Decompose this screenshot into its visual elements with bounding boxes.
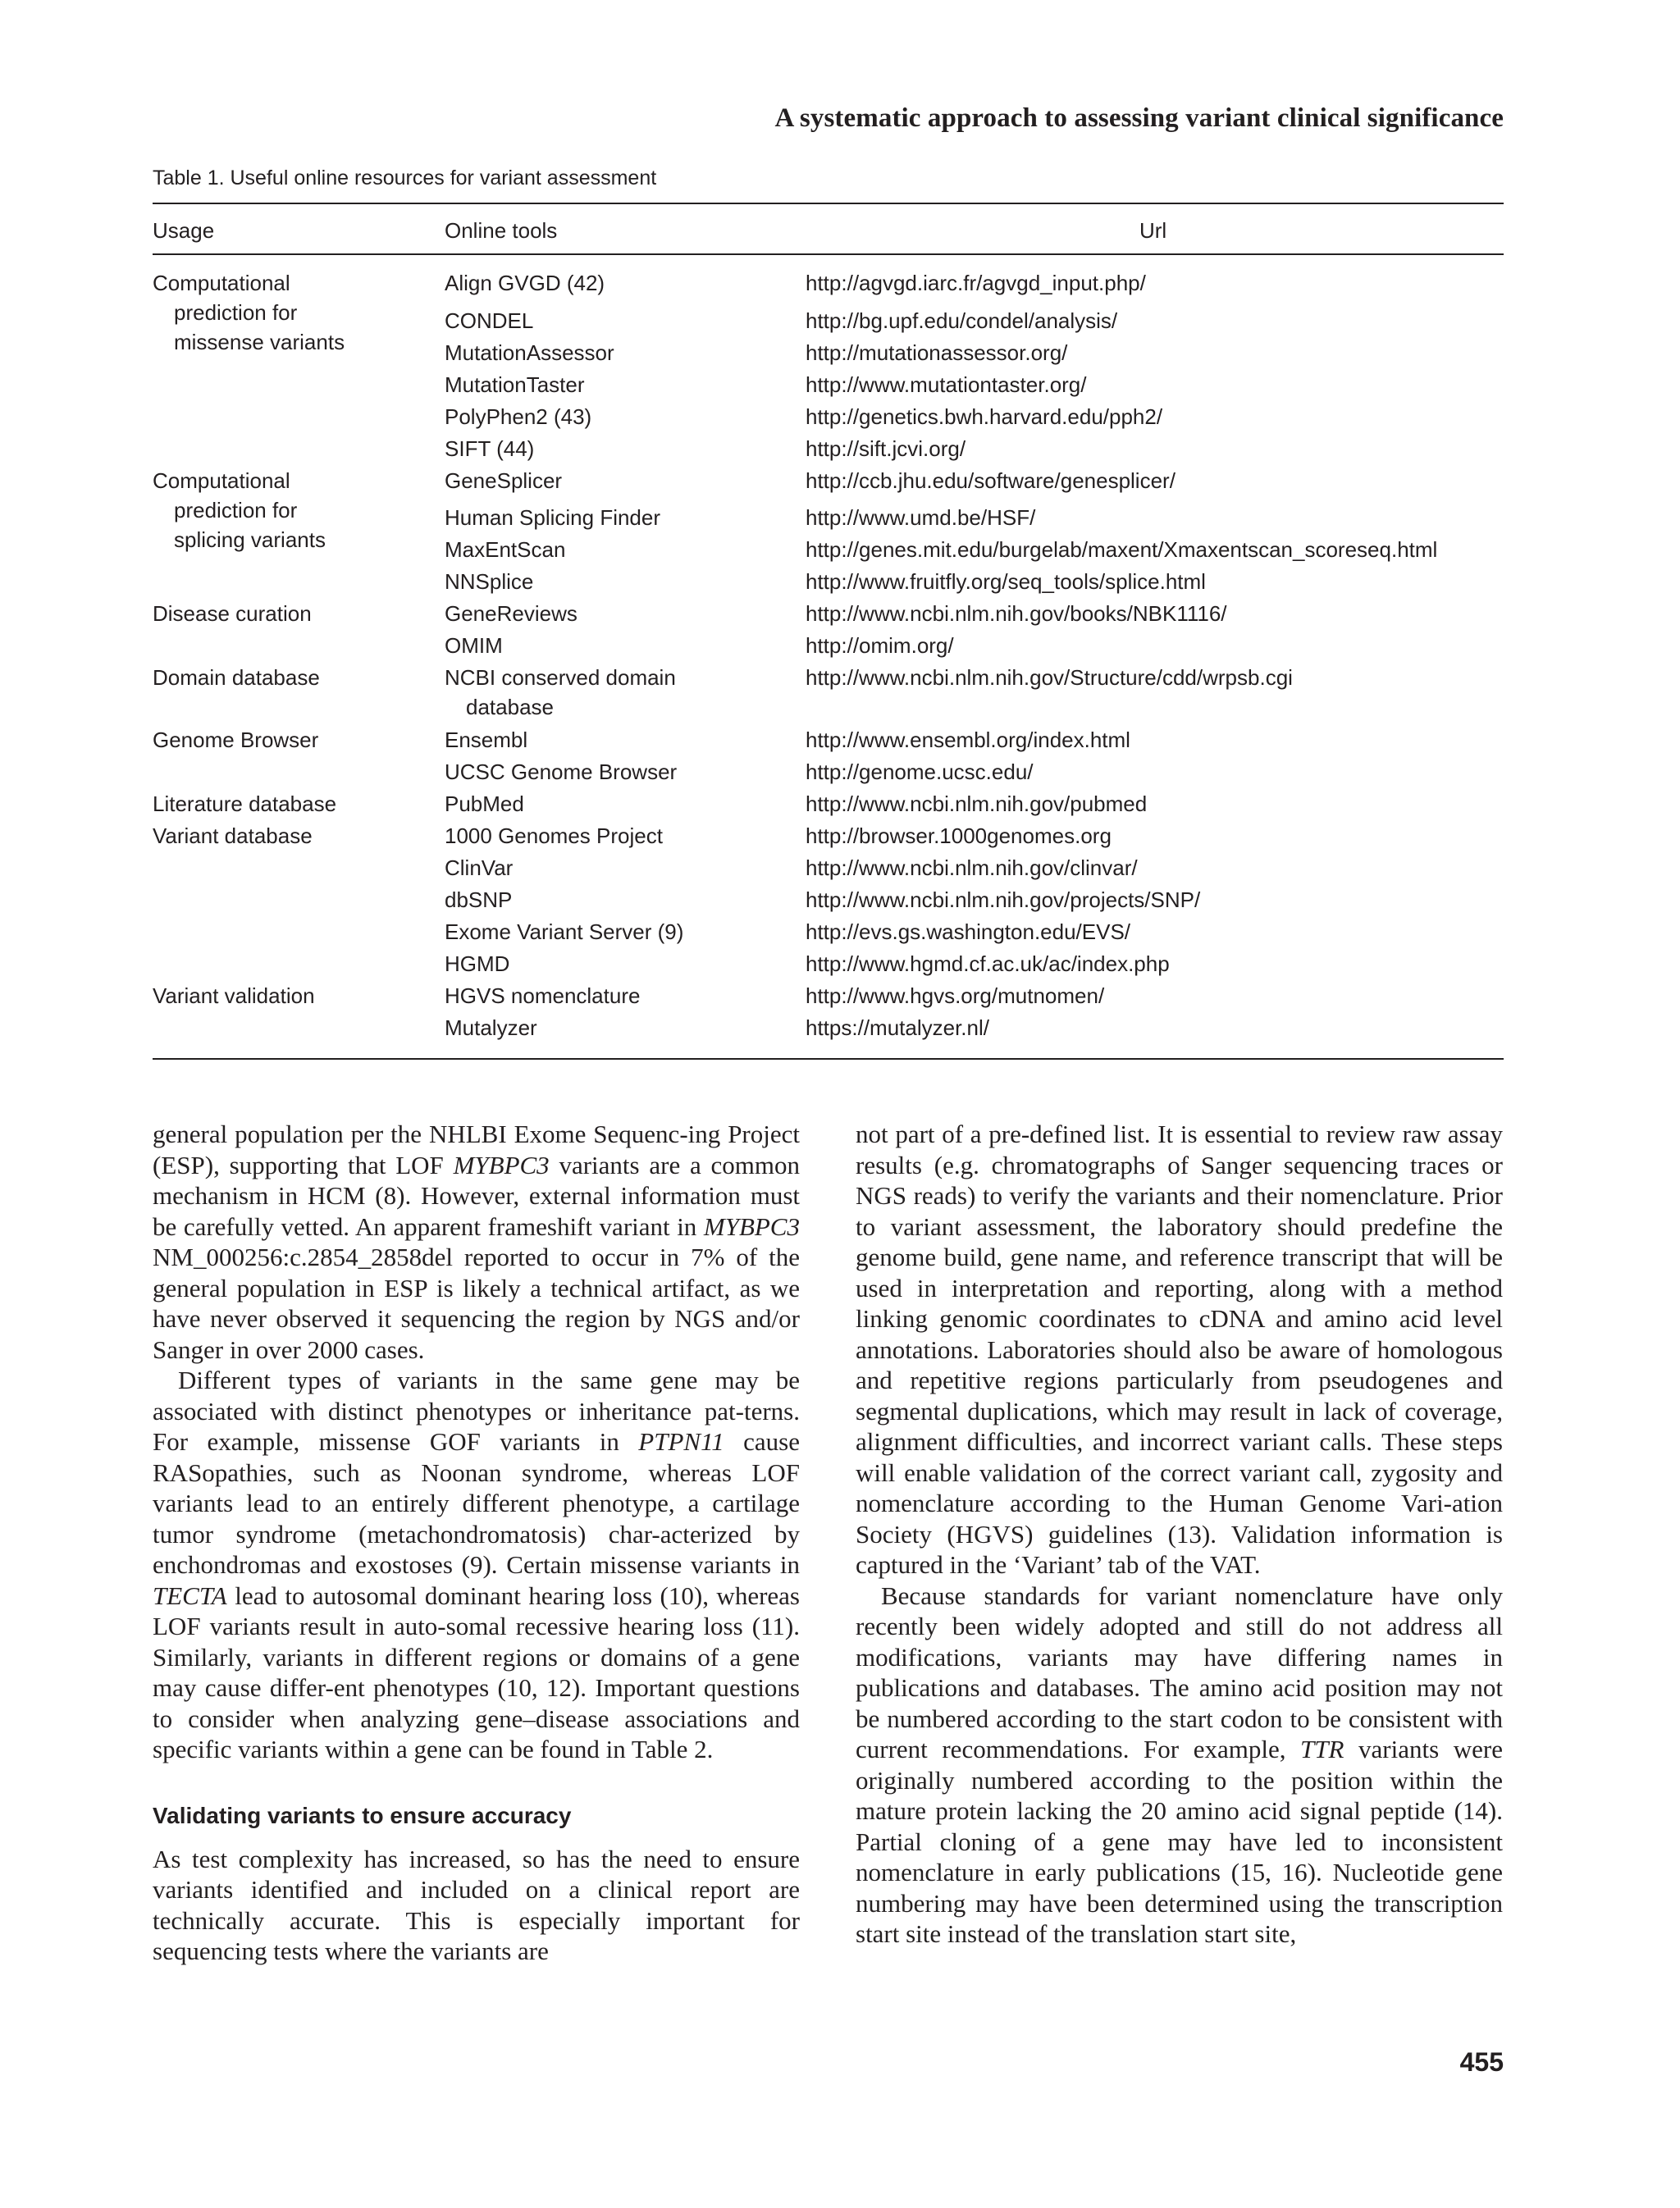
table-url-cell: https://mutalyzer.nl/ [806, 1015, 989, 1040]
table-usage-cell: Domain database [153, 665, 320, 690]
table-header-tools: Online tools [445, 218, 558, 243]
table-url-cell: http://evs.gs.washington.edu/EVS/ [806, 919, 1131, 944]
table-tool-cell: NCBI conserved domain database [445, 665, 676, 719]
paragraph: Because standards for variant nomenclature have only recently been widely adopted and still do not address all modifications, variants may have differing names in publications and databases. The amino acid position may not be numbered according to the start codon to be consistent with current recommendations. For example, TTR variants were originally numbered according to the position within the mature protein lacking the 20 amino acid signal peptide (14). Partial cloning of a gene may have led to inconsistent nomenclature in early publications (15, 16). Nucleotide gene numbering may have been determined using the transcription start site instead of the translation start site, [856, 1581, 1503, 1948]
table-tool-cell: NNSplice [445, 569, 534, 594]
gene-name: TECTA [153, 1581, 227, 1610]
table-tool-cell: PolyPhen2 (43) [445, 404, 592, 429]
table-url-cell: http://browser.1000genomes.org [806, 823, 1112, 848]
gene-name: MYBPC3 [703, 1211, 800, 1241]
table-url-cell: http://ccb.jhu.edu/software/genesplicer/ [806, 468, 1176, 493]
table-url-cell: http://www.ncbi.nlm.nih.gov/clinvar/ [806, 855, 1138, 880]
table-bottom-rule [153, 1058, 1504, 1060]
table-tool-cell: GeneReviews [445, 601, 578, 626]
table-tool-cell: Exome Variant Server (9) [445, 919, 684, 944]
table-tool-cell: dbSNP [445, 887, 513, 912]
table-usage-cell: Genome Browser [153, 728, 319, 752]
paragraph: not part of a pre-defined list. It is essential to review raw assay results (e.g. chromatographs of Sanger sequencing traces or NGS reads) to verify the variants and their nomenclature. Prior to variant assessment, the laboratory should predefine the genome build, gene name, and reference transcript that will be used in interpretation and reporting, along with a method linking genomic coordinates to cDNA and amino acid level annotations. Laboratories should also be aware of homologous and repetitive regions particularly from pseudogenes and segmental duplications, which may result in lack of coverage, alignment difficulties, and incorrect variant calls. These steps will enable validation of the correct variant call, zygosity and nomenclature according to the Human Genome Vari-ation Society (HGVS) guidelines (13). Validation information is captured in the ‘Variant’ tab of the VAT. [856, 1120, 1503, 1579]
table-url-cell: http://agvgd.iarc.fr/agvgd_input.php/ [806, 271, 1146, 295]
table-tool-cell: PubMed [445, 792, 524, 816]
table-usage-cell: Variant validation [153, 983, 315, 1008]
table-tool-cell: SIFT (44) [445, 436, 535, 461]
gene-name: MYBPC3 [453, 1150, 550, 1179]
body-column-left [153, 1119, 800, 1967]
table-url-cell: http://www.mutationtaster.org/ [806, 372, 1087, 397]
table-url-cell: http://www.fruitfly.org/seq_tools/splice.html [806, 569, 1206, 594]
table-url-cell: http://www.ncbi.nlm.nih.gov/pubmed [806, 792, 1148, 816]
table-header-url: Url [1139, 218, 1167, 243]
table-url-cell: http://genome.ucsc.edu/ [806, 760, 1034, 784]
body-column-right [856, 1119, 1503, 1950]
table-usage-cell: Variant database [153, 823, 313, 848]
table-url-cell: http://omim.org/ [806, 633, 954, 658]
table-top-rule [153, 203, 1504, 204]
table-tool-cell: Align GVGD (42) [445, 271, 605, 295]
table-tool-cell: GeneSplicer [445, 468, 563, 493]
table-tool-cell: ClinVar [445, 855, 514, 880]
table-url-cell: http://www.ncbi.nlm.nih.gov/books/NBK1116/ [806, 601, 1227, 626]
table-tool-cell: MutationTaster [445, 372, 585, 397]
table-tool-cell: 1000 Genomes Project [445, 823, 663, 848]
table-url-cell: http://www.umd.be/HSF/ [806, 505, 1036, 530]
table-tool-cell: Ensembl [445, 728, 528, 752]
table-tool-cell: HGMD [445, 951, 510, 976]
table-tool-cell: HGVS nomenclature [445, 983, 641, 1008]
table-url-cell: http://www.hgvs.org/mutnomen/ [806, 983, 1105, 1008]
paragraph: Different types of variants in the same gene may be associated with distinct phenotypes or inheritance pat-terns. For example, missense GOF variants in PTPN11 cause RASopathies, such as Noonan syndrome, whereas LOF variants lead to an entirely different phenotype, a cartilage tumor syndrome (metachondromatosis) char-acterized by enchondromas and exostoses (9). Certain missense variants in TECTA lead to autosomal dominant hearing loss (10), whereas LOF variants result in auto-somal recessive hearing loss (11). Similarly, variants in different regions or domains of a gene may cause differ-ent phenotypes (10, 12). Important questions to consider when analyzing gene–disease associations and specific variants within a gene can be found in Table 2. [153, 1366, 801, 1763]
paragraph: general population per the NHLBI Exome Sequenc-ing Project (ESP), supporting that LOF MYBPC3 variants are a common mechanism in HCM (8). However, external information must be carefully vetted. An apparent frameshift variant in MYBPC3 NM_000256:c.2854_2858del reported to occur in 7% of the general population in ESP is likely a technical artifact, as we have never observed it sequencing the region by NGS and/or Sanger in over 2000 cases. [153, 1120, 800, 1364]
table-url-cell: http://genes.mit.edu/burgelab/maxent/Xmaxentscan_scoreseq.html [806, 537, 1438, 562]
section-heading: Validating variants to ensure accuracy [153, 1802, 572, 1828]
table-tool-cell: MutationAssessor [445, 340, 614, 365]
table-url-cell: http://www.ensembl.org/index.html [806, 728, 1130, 752]
table-url-cell: http://www.ncbi.nlm.nih.gov/projects/SNP/ [806, 887, 1201, 912]
table-tool-cell: CONDEL [445, 308, 534, 333]
table-url-cell: http://www.ncbi.nlm.nih.gov/Structure/cdd/wrpsb.cgi [806, 665, 1293, 690]
table-tool-cell: OMIM [445, 633, 503, 658]
table-tool-cell: MaxEntScan [445, 537, 566, 562]
table-header-usage: Usage [153, 218, 215, 243]
table-url-cell: http://bg.upf.edu/condel/analysis/ [806, 308, 1118, 333]
table-url-cell: http://genetics.bwh.harvard.edu/pph2/ [806, 404, 1163, 429]
running-head: A systematic approach to assessing variant clinical significance [774, 103, 1504, 133]
paragraph: As test complexity has increased, so has the need to ensure variants identified and included on a clinical report are technically accurate. This is especially important for sequencing tests where the variants are [153, 1844, 800, 1965]
table-usage-cell: Literature database [153, 792, 337, 816]
gene-name: PTPN11 [638, 1427, 724, 1456]
page-number: 455 [1459, 2047, 1504, 2077]
table-url-cell: http://sift.jcvi.org/ [806, 436, 966, 461]
table-usage-cell: Disease curation [153, 601, 312, 626]
table-usage-cell: Computational prediction for missense variants [153, 271, 345, 354]
table-tool-cell: Human Splicing Finder [445, 505, 661, 530]
gene-name: TTR [1300, 1735, 1344, 1763]
table-url-cell: http://mutationassessor.org/ [806, 340, 1068, 365]
table-caption: Table 1. Useful online resources for variant assessment [153, 167, 657, 189]
table-header-rule [153, 253, 1504, 255]
table-url-cell: http://www.hgmd.cf.ac.uk/ac/index.php [806, 951, 1170, 976]
table-usage-cell: Computational prediction for splicing variants [153, 468, 326, 552]
table-tool-cell: UCSC Genome Browser [445, 760, 678, 784]
table-tool-cell: Mutalyzer [445, 1015, 537, 1040]
